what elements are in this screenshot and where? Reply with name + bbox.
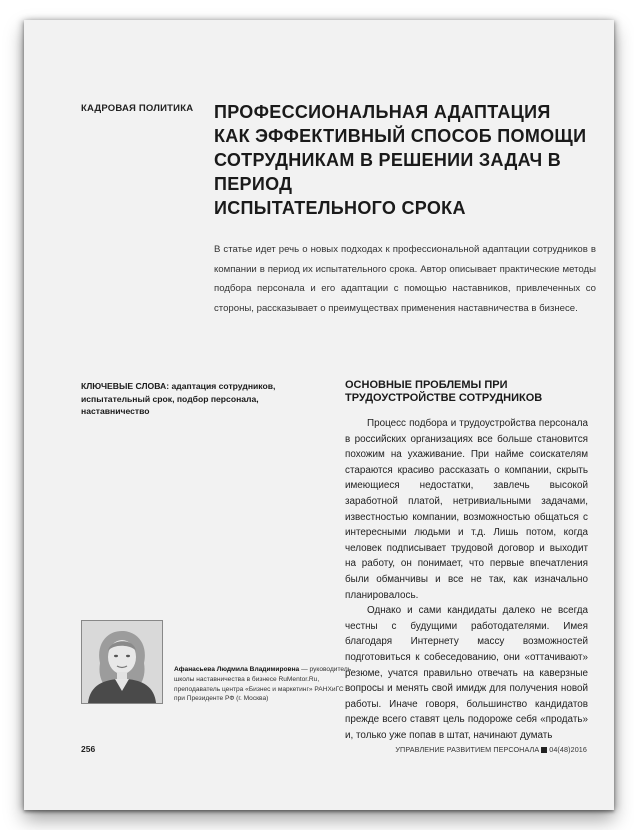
author-name: Афанасьева Людмила Владимировна	[174, 666, 300, 673]
page-number: 256	[81, 744, 96, 754]
issue-number: 04(48)2016	[549, 745, 587, 754]
section-heading-line: ТРУДОУСТРОЙСТВЕ СОТРУДНИКОВ	[345, 392, 543, 404]
author-portrait-image	[82, 621, 162, 703]
article-body	[345, 416, 588, 743]
keywords	[81, 380, 321, 418]
title-line: ПРОФЕССИОНАЛЬНАЯ АДАПТАЦИЯ	[214, 102, 551, 122]
magazine-name: УПРАВЛЕНИЕ РАЗВИТИЕМ ПЕРСОНАЛА	[395, 745, 540, 754]
section-heading-line: ОСНОВНЫЕ ПРОБЛЕМЫ ПРИ	[345, 379, 508, 391]
section-heading	[345, 379, 595, 405]
footer-magazine	[395, 745, 587, 754]
body-paragraph: Однако и сами кандидаты далеко не всегда честны с будущими работодателями. Имея благодаря Интернету массу возможностей подготовиться к собеседованию, они «оттачивают» резюме, учатся правильно отвечать на каверзные вопросы и менять свой имидж для получения новой работы. Иначе говоря, большинство кандидатов прежде всего ставят цель подороже себя «продать» и, только уже попав в штат, начинают думать	[345, 605, 588, 741]
author-info	[174, 665, 354, 704]
title-line: КАК ЭФФЕКТИВНЫЙ СПОСОБ ПОМОЩИ	[214, 126, 587, 146]
section-label: КАДРОВАЯ ПОЛИТИКА	[81, 103, 194, 114]
body-paragraph: Процесс подбора и трудоустройства персонала в российских организациях все больше становится похожим на ухаживание. При найме соискателям стараются красиво рассказать о компании, скрыть имеющиеся недостатки, завлечь высокой заработной платой, нетривиальными задачами, известностью компании, возможностью общаться с интересными людьми и т.д. Лишь потом, когда человек подписывает трудовой договор и выходит на работу, он понимает, что первые впечатления были обманчивы и все не так, как изначально планировалось.	[345, 418, 588, 601]
keywords-label: КЛЮЧЕВЫЕ СЛОВА:	[81, 381, 170, 391]
keywords-text: адаптация сотрудников, испытательный срок, подбор персонала, наставничество	[81, 381, 276, 416]
magazine-page	[24, 20, 614, 810]
article-title	[214, 100, 604, 220]
author-description: — руководитель школы наставничества в бизнесе RuMentor.Ru, преподаватель центра «Бизнес и маркетинг» РАНХиГС при Президенте РФ (г. Москва)	[174, 666, 352, 703]
article-abstract: В статье идет речь о новых подходах к профессиональной адаптации сотрудников в компании в период их испытательного срока. Автор описывает практические методы подбора персонала и его адаптации с помощью наставников, привлеченных со стороны, рассказывает о преимуществах применения наставничества в бизнесе.	[214, 244, 596, 314]
square-bullet-icon	[541, 747, 547, 753]
title-line: ИСПЫТАТЕЛЬНОГО СРОКА	[214, 198, 466, 218]
author-photo	[81, 620, 163, 704]
title-line: СОТРУДНИКАМ В РЕШЕНИИ ЗАДАЧ В ПЕРИОД	[214, 150, 562, 194]
